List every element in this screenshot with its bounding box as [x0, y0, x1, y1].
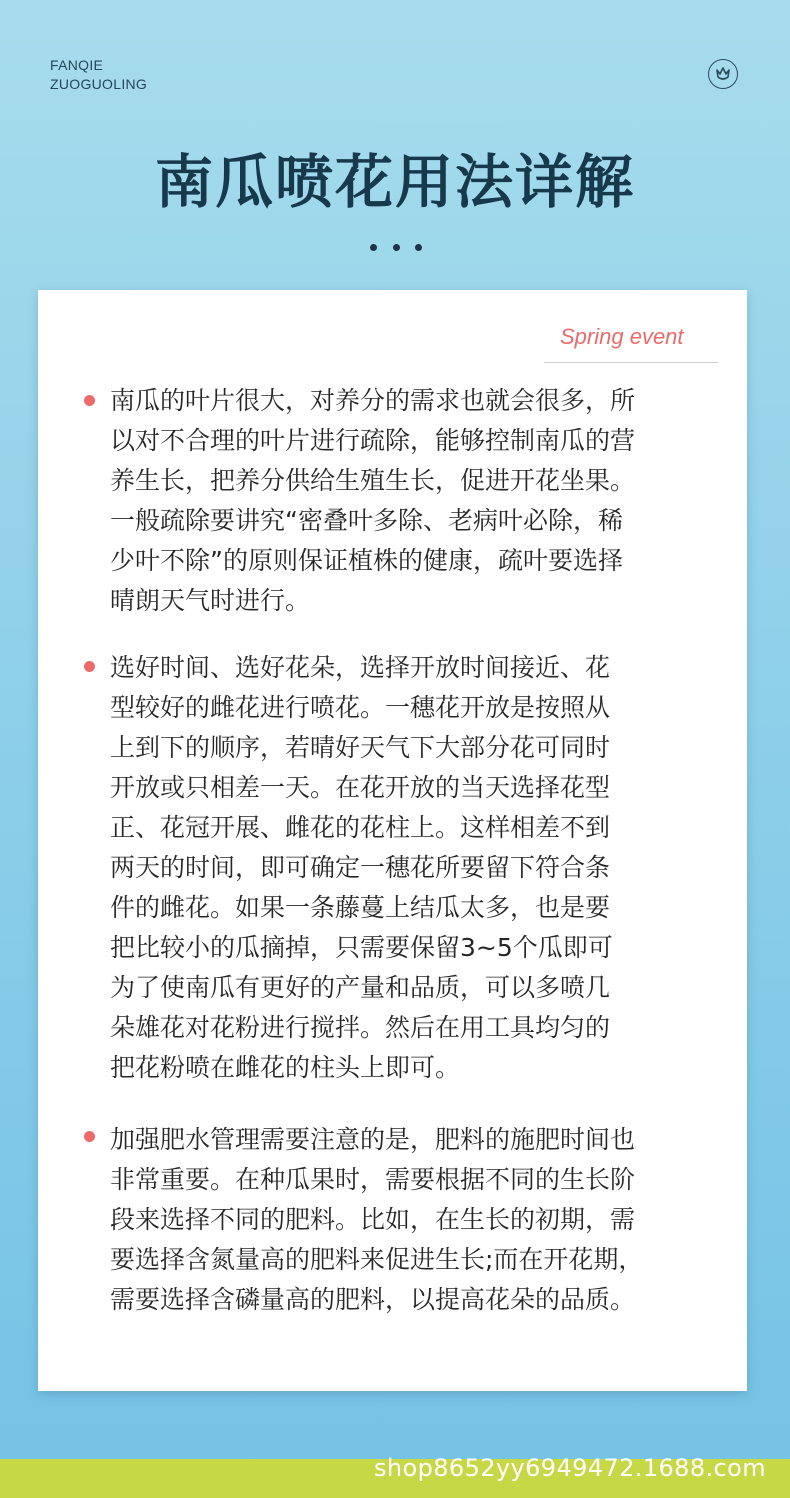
bullet-dot	[84, 661, 95, 672]
text-line: 上到下的顺序，若晴好天气下大部分花可同时	[110, 733, 611, 762]
paragraph-fertilizer	[110, 1120, 643, 1320]
text-line: 非常重要。在种瓜果时，需要根据不同的生长阶	[110, 1165, 636, 1194]
text-line: 把比较小的瓜摘掉，只需要保留3~5个瓜即可	[110, 933, 613, 962]
paragraph-flower-spraying	[110, 648, 613, 1088]
spring-event-label: Spring event	[560, 324, 684, 349]
text-line: 需要选择含磷量高的肥料，以提高花朵的品质。	[110, 1285, 636, 1314]
text-line: 件的雌花。如果一条藤蔓上结瓜太多，也是要	[110, 893, 611, 922]
text-line: 为了使南瓜有更好的产量和品质，可以多喷几	[110, 973, 611, 1002]
text-line: 一般疏除要讲究“密叠叶多除、老病叶必除，稀	[110, 506, 623, 535]
brand-line-1: FANQIE	[50, 57, 104, 73]
bullet-dot	[84, 395, 95, 406]
flower-bud-icon	[708, 59, 738, 89]
dot	[370, 244, 377, 251]
text-line: 选好时间、选好花朵，选择开放时间接近、花	[110, 653, 611, 682]
text-line: 晴朗天气时进行。	[110, 586, 311, 615]
spring-event-tag	[544, 320, 718, 363]
bullet-dot	[84, 1131, 95, 1142]
text-line: 两天的时间，即可确定一穗花所要留下符合条	[110, 853, 611, 882]
text-line: 把花粉喷在雌花的柱头上即可。	[110, 1053, 461, 1082]
text-line: 要选择含氮量高的肥料来促进生长;而在开花期，	[110, 1245, 644, 1274]
page-title: 南瓜喷花用法详解	[154, 148, 635, 216]
text-line: 养生长，把养分供给生殖生长，促进开花坐果。	[110, 466, 636, 495]
text-line: 型较好的雌花进行喷花。一穗花开放是按照从	[110, 693, 611, 722]
text-line: 段来选择不同的肥料。比如，在生长的初期，需	[110, 1205, 636, 1234]
text-line: 正、花冠开展、雌花的花柱上。这样相差不到	[110, 813, 611, 842]
brand-line-2: ZUOGUOLING	[50, 76, 148, 92]
paragraph-leaf-thinning	[110, 381, 635, 621]
text-line: 南瓜的叶片很大，对养分的需求也就会很多，所	[110, 386, 636, 415]
shop-url-watermark: shop8652yy6949472.1688.com	[374, 1454, 766, 1482]
text-line: 以对不合理的叶片进行疏除，能够控制南瓜的营	[110, 426, 636, 455]
text-line: 加强肥水管理需要注意的是，肥料的施肥时间也	[110, 1125, 636, 1154]
dot	[415, 244, 422, 251]
text-line: 开放或只相差一天。在花开放的当天选择花型	[110, 773, 611, 802]
title-dots-divider	[370, 244, 422, 254]
brand-name	[50, 56, 147, 94]
text-line: 少叶不除”的原则保证植株的健康，疏叶要选择	[110, 546, 623, 575]
text-line: 朵雄花对花粉进行搅拌。然后在用工具均匀的	[110, 1013, 611, 1042]
dot	[393, 244, 400, 251]
